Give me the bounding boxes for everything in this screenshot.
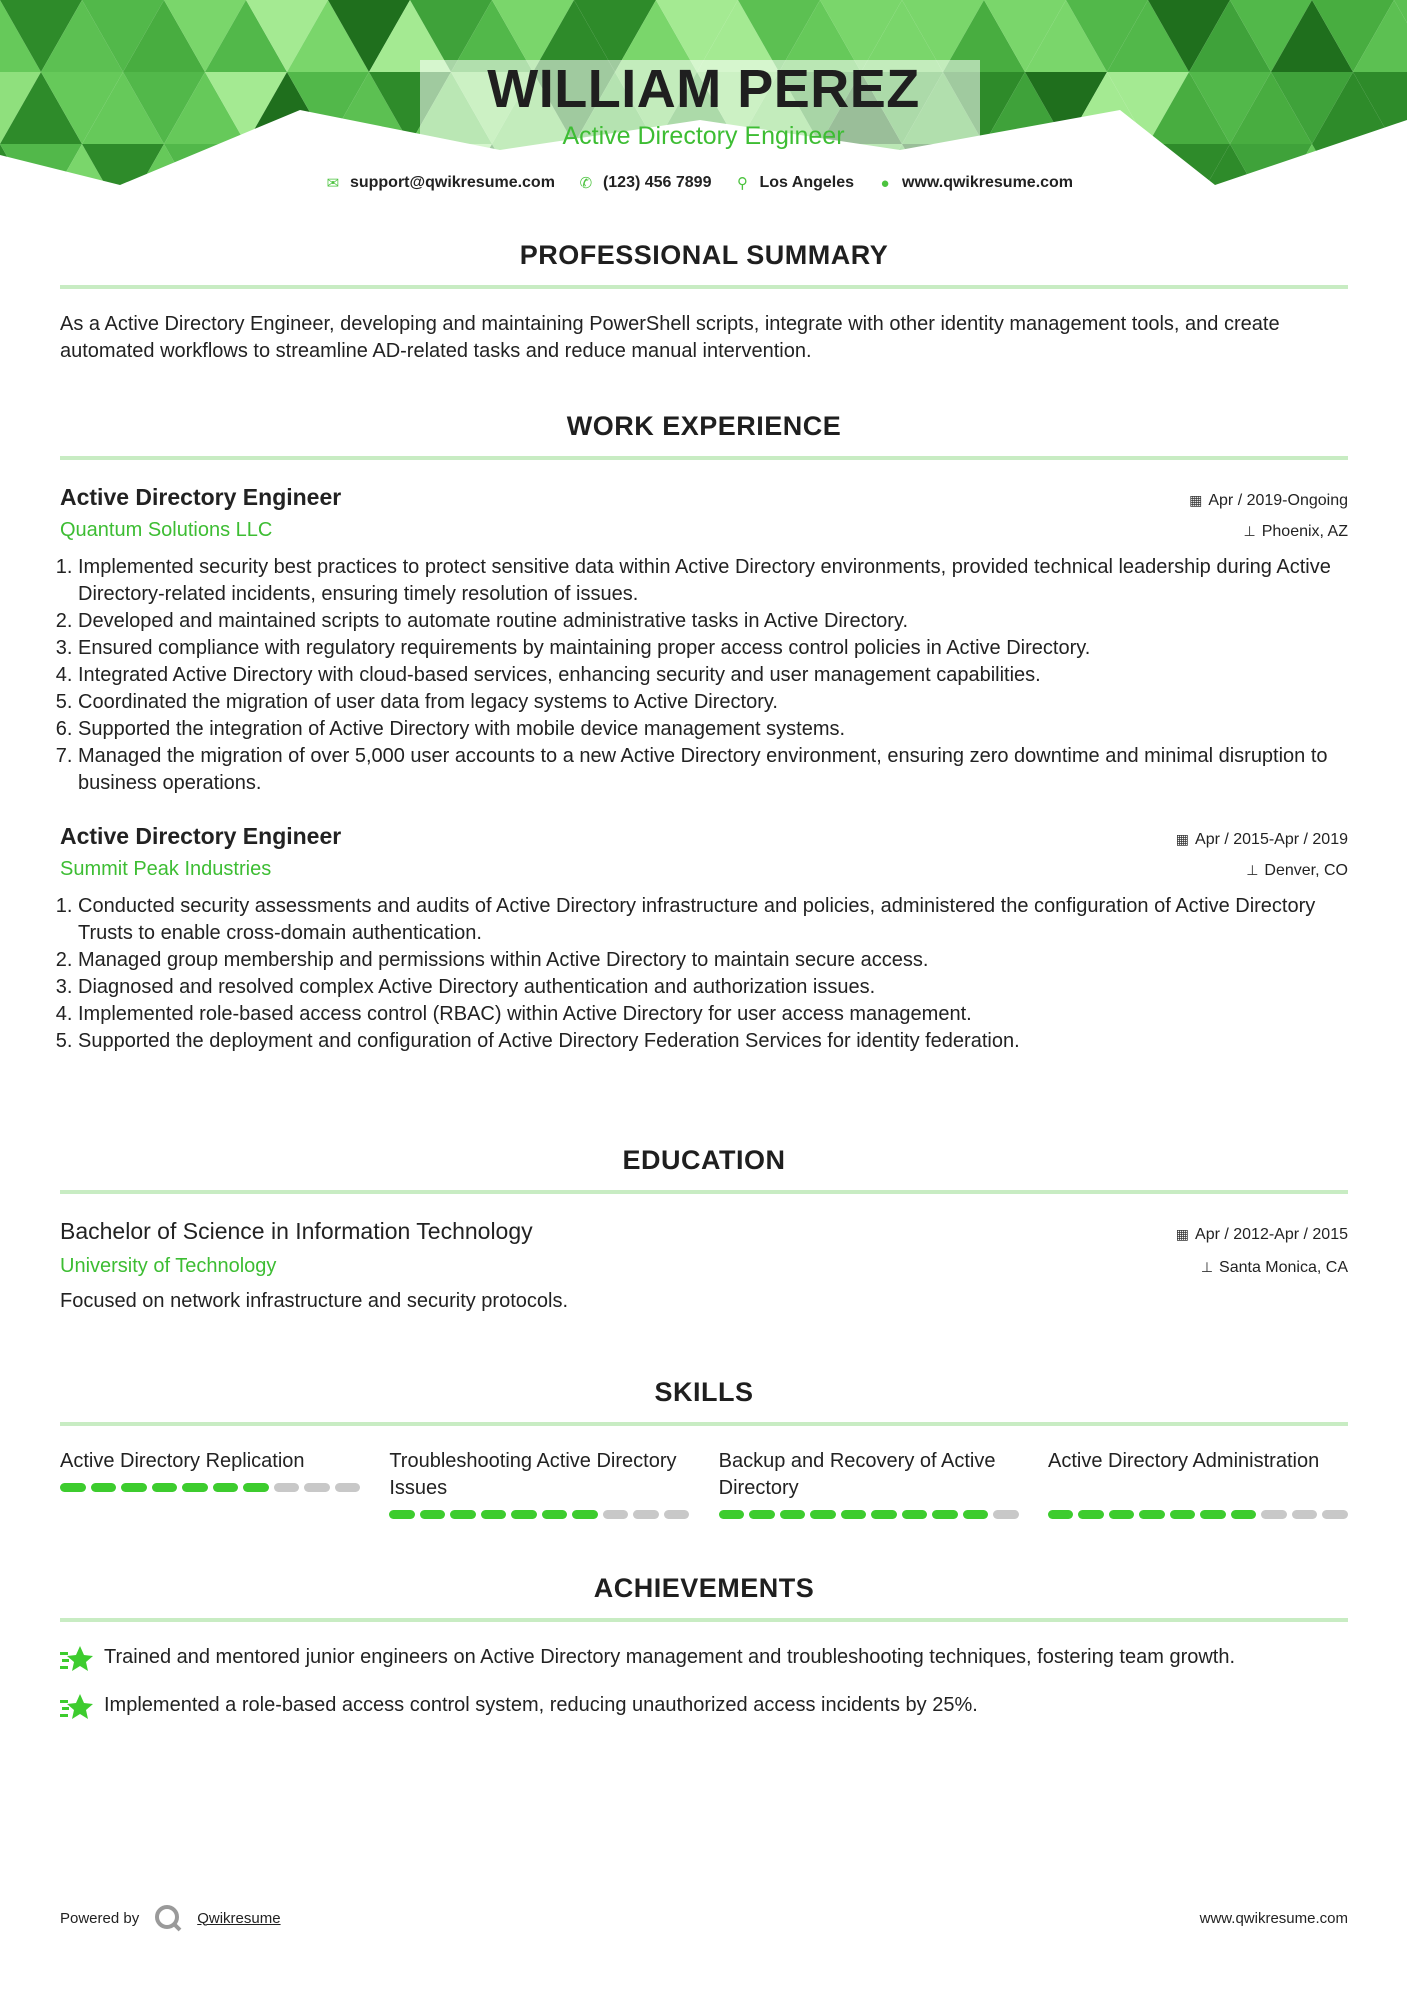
skill-pill-empty: [1292, 1510, 1318, 1519]
list-item: 1. Implemented security best practices to protect sensitive data within Active Directory environments, provided technical leadership during Active Directory-related incidents, ensuring timely resolution of issues.: [78, 554, 1348, 608]
experience-heading: WORK EXPERIENCE: [566, 411, 842, 441]
website-text: www.qwikresume.com: [902, 174, 1074, 191]
skill-pill-filled: [1170, 1510, 1196, 1519]
education-location-text: Santa Monica, CA: [1219, 1258, 1348, 1276]
skill-pill-empty: [633, 1510, 659, 1519]
skill-pill-empty: [993, 1510, 1019, 1519]
skills-grid: [60, 1448, 1348, 1519]
list-item: 4. Implemented role-based access control (RBAC) within Active Directory for user access management.: [78, 1001, 1348, 1028]
skill-pill-empty: [603, 1510, 629, 1519]
skill-pill-filled: [932, 1510, 958, 1519]
achievements-section: [60, 1573, 1348, 1722]
list-item: 5. Coordinated the migration of user data from legacy systems to Active Directory.: [78, 689, 1348, 716]
list-item: 2. Managed group membership and permissions within Active Directory to maintain secure access.: [78, 947, 1348, 974]
skill-level: [719, 1510, 1019, 1519]
job-location-text: Denver, CO: [1264, 861, 1348, 879]
skill-pill-filled: [91, 1483, 117, 1492]
skill-level: [60, 1483, 360, 1492]
list-item: 4. Integrated Active Directory with cloud-based services, enhancing security and user management capabilities.: [78, 662, 1348, 689]
job-dates-text: Apr / 2019-Ongoing: [1208, 491, 1348, 509]
section-divider: [60, 456, 1348, 460]
skill-pill-filled: [902, 1510, 928, 1519]
job-entry: [60, 823, 1348, 1055]
summary-heading: PROFESSIONAL SUMMARY: [519, 240, 889, 270]
list-item: 3. Ensured compliance with regulatory requirements by maintaining proper access control policies in Active Directory.: [78, 635, 1348, 662]
skill-item: [719, 1448, 1019, 1519]
calendar-icon: ▦: [1175, 831, 1190, 847]
skills-heading: SKILLS: [654, 1377, 754, 1407]
skill-pill-filled: [572, 1510, 598, 1519]
education-section: [60, 1145, 1348, 1315]
job-bullets: [60, 554, 1348, 797]
skill-pill-empty: [1261, 1510, 1287, 1519]
pushpin-icon: ⊥: [1200, 1259, 1214, 1275]
list-item: 5. Supported the deployment and configuration of Active Directory Federation Services for identity federation.: [78, 1028, 1348, 1055]
education-heading: EDUCATION: [622, 1145, 786, 1175]
achievements-heading: ACHIEVEMENTS: [593, 1573, 815, 1603]
job-dates-text: Apr / 2015-Apr / 2019: [1195, 830, 1348, 848]
job-dates: [1189, 492, 1348, 510]
job-entry: [60, 484, 1348, 797]
skill-pill-empty: [274, 1483, 300, 1492]
contact-email[interactable]: [324, 174, 555, 192]
list-item: 1. Conducted security assessments and audits of Active Directory infrastructure and policies, administered the configuration of Active Directory Trusts to enable cross-domain authentication.: [78, 893, 1348, 947]
achievement-item: [60, 1644, 1348, 1674]
phone-icon: ✆: [579, 175, 593, 192]
job-dates: [1176, 831, 1348, 849]
contact-location: [733, 174, 854, 192]
skill-pill-filled: [1078, 1510, 1104, 1519]
job-company: Summit Peak Industries: [60, 858, 272, 880]
job-location: [1244, 523, 1348, 541]
powered-by-label: Powered by: [60, 1909, 140, 1927]
skill-pill-filled: [481, 1510, 507, 1519]
skill-pill-empty: [304, 1483, 330, 1492]
skill-pill-filled: [420, 1510, 446, 1519]
star-icon: [60, 1644, 94, 1674]
skill-pill-filled: [1200, 1510, 1226, 1519]
star-icon: [60, 1692, 94, 1722]
achievement-text: Trained and mentored junior engineers on Active Directory management and troubleshooting techniques, fostering team growth.: [104, 1646, 1236, 1668]
skill-pill-filled: [719, 1510, 745, 1519]
list-item: 6. Supported the integration of Active Directory with mobile device management systems.: [78, 716, 1348, 743]
skill-item: [1048, 1448, 1348, 1519]
email-text: support@qwikresume.com: [349, 174, 555, 191]
achievement-item: [60, 1692, 1348, 1722]
skill-pill-empty: [335, 1483, 361, 1492]
qwikresume-logo-icon: [153, 1903, 183, 1933]
skill-pill-filled: [749, 1510, 775, 1519]
skill-pill-filled: [511, 1510, 537, 1519]
skill-pill-filled: [1048, 1510, 1074, 1519]
skill-pill-filled: [1139, 1510, 1165, 1519]
globe-icon: ●: [880, 174, 890, 192]
skill-level: [1048, 1510, 1348, 1519]
job-company: Quantum Solutions LLC: [60, 519, 273, 541]
skill-name: Active Directory Administration: [1047, 1450, 1320, 1472]
pushpin-icon: ⊥: [1246, 862, 1259, 878]
skill-name: Active Directory Replication: [60, 1450, 305, 1472]
skill-pill-filled: [963, 1510, 989, 1519]
skill-pill-filled: [1231, 1510, 1257, 1519]
school-name: University of Technology: [60, 1255, 277, 1277]
skill-pill-filled: [182, 1483, 208, 1492]
section-divider: [60, 1190, 1348, 1194]
skill-pill-filled: [810, 1510, 836, 1519]
skill-pill-filled: [60, 1483, 86, 1492]
phone-text: (123) 456 7899: [602, 174, 712, 191]
skill-pill-filled: [780, 1510, 806, 1519]
contact-website[interactable]: [876, 174, 1073, 192]
summary-section: [60, 240, 1348, 365]
job-title: Active Directory Engineer: [60, 484, 342, 510]
skill-pill-filled: [213, 1483, 239, 1492]
job-location: [1246, 862, 1348, 880]
skills-section: [60, 1377, 1348, 1519]
job-location-text: Phoenix, AZ: [1261, 522, 1348, 540]
list-item: 7. Managed the migration of over 5,000 user accounts to a new Active Directory environment, ensuring zero downtime and minimal disruption to business operations.: [78, 743, 1348, 797]
skill-pill-filled: [152, 1483, 178, 1492]
skill-pill-empty: [1322, 1510, 1348, 1519]
education-location: [1201, 1259, 1348, 1277]
achievement-text: Implemented a role-based access control system, reducing unauthorized access incidents by 25%.: [104, 1694, 978, 1716]
candidate-name: WILLIAM PEREZ: [487, 59, 920, 119]
skill-pill-filled: [1109, 1510, 1135, 1519]
skill-pill-filled: [243, 1483, 269, 1492]
page-footer: [60, 1903, 1348, 1933]
section-divider: [60, 1422, 1348, 1426]
skill-pill-empty: [664, 1510, 690, 1519]
skill-name: Backup and Recovery of Active Directory: [718, 1450, 996, 1499]
map-pin-icon: ⚲: [736, 175, 748, 192]
contact-phone[interactable]: [577, 174, 712, 192]
footer-website-link[interactable]: www.qwikresume.com: [1199, 1909, 1348, 1927]
pushpin-icon: ⊥: [1243, 523, 1256, 539]
list-item: 2. Developed and maintained scripts to automate routine administrative tasks in Active Directory.: [78, 608, 1348, 635]
experience-section: [60, 411, 1348, 1055]
job-bullets: [60, 893, 1348, 1055]
skill-item: [60, 1448, 360, 1519]
candidate-title: Active Directory Engineer: [562, 122, 845, 150]
education-dates-text: Apr / 2012-Apr / 2015: [1195, 1225, 1348, 1243]
skill-pill-filled: [121, 1483, 147, 1492]
education-note: Focused on network infrastructure and security protocols.: [60, 1290, 569, 1312]
section-divider: [60, 285, 1348, 289]
skill-pill-filled: [542, 1510, 568, 1519]
skill-pill-filled: [450, 1510, 476, 1519]
calendar-icon: ▦: [1175, 1226, 1190, 1242]
job-title: Active Directory Engineer: [60, 823, 342, 849]
section-divider: [60, 1618, 1348, 1622]
envelope-icon: ✉: [326, 175, 340, 192]
education-dates: [1176, 1226, 1348, 1244]
summary-text: As a Active Directory Engineer, developing and maintaining PowerShell scripts, integrate with other identity management tools, and create automated workflows to streamline AD-related tasks and reduce manual intervention.: [60, 313, 1280, 362]
skill-pill-filled: [871, 1510, 897, 1519]
skill-pill-filled: [389, 1510, 415, 1519]
skill-pill-filled: [841, 1510, 867, 1519]
location-text: Los Angeles: [759, 174, 855, 191]
calendar-icon: ▦: [1189, 492, 1203, 508]
skill-item: [389, 1448, 689, 1519]
degree-title: Bachelor of Science in Information Technology: [60, 1218, 533, 1244]
qwikresume-link[interactable]: Qwikresume: [197, 1909, 281, 1927]
contact-bar: [0, 174, 1407, 192]
list-item: 3. Diagnosed and resolved complex Active Directory authentication and authorization issues.: [78, 974, 1348, 1001]
skill-name: Troubleshooting Active Directory Issues: [389, 1450, 677, 1499]
skill-level: [389, 1510, 689, 1519]
